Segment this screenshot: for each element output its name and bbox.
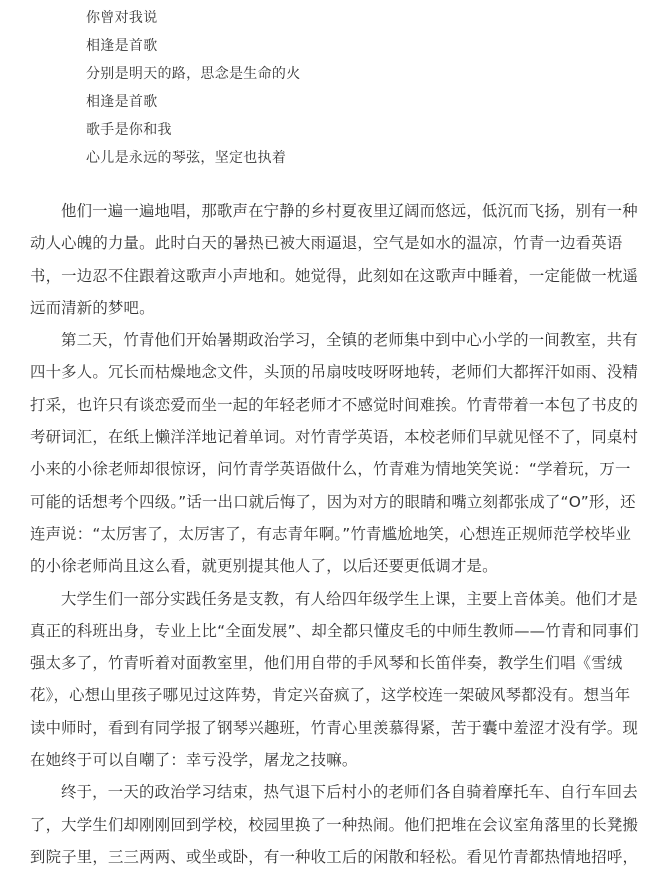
- lyric-line: 相逢是首歌: [86, 94, 158, 110]
- text-line: 读中师时，看到有同学报了钢琴兴趣班，竹青心里羡慕得紧，苦于囊中羞涩才没有学。现: [30, 718, 639, 737]
- text-line: 花》，心想山里孩子哪见过这阵势，肯定兴奋疯了，这学校连一架破风琴都没有。想当年: [30, 686, 631, 705]
- text-line: 大学生们一部分实践任务是支教，有人给四年级学生上课，主要上音体美。他们才是: [61, 589, 638, 608]
- story-text: [30, 195, 640, 873]
- lyric-line: 心儿是永远的琴弦，坚定也执着: [86, 150, 287, 166]
- paragraph-4: [30, 776, 640, 873]
- lyric-line: 相逢是首歌: [86, 38, 158, 54]
- text-line: 在她终于可以自嘲了：幸亏没学，屠龙之技嘛。: [30, 751, 358, 770]
- text-line: 可能的话想考个四级。”话一出口就后悔了，因为对方的眼睛和嘴立刻都张成了“O”形，还: [30, 492, 636, 511]
- text-line: 的小徐老师尚且这么看，就更别提其他人了，以后还要更低调才是。: [30, 557, 498, 576]
- lyric-line: 歌手是你和我: [86, 122, 172, 138]
- text-line: 小来的小徐老师却很惊讶，问竹青学英语做什么，竹青难为情地笑笑说：“学着玩，万一: [30, 460, 631, 479]
- text-line: 第二天，竹青他们开始暑期政治学习，全镇的老师集中到中心小学的一间教室，共有: [61, 331, 638, 350]
- text-line: 远而清新的梦吧。: [30, 298, 155, 317]
- paragraph-2: [30, 324, 640, 582]
- text-line: 强太多了，竹青听着对面教室里，他们用自带的手风琴和长笛伴奏，教学生们唱《雪绒: [30, 654, 623, 673]
- text-line: 到院子里，三三两两、或坐或卧，有一种收工后的闲散和轻松。看见竹青都热情地招呼，: [30, 847, 639, 866]
- text-line: 他们一遍一遍地唱，那歌声在宁静的乡村夏夜里辽阔而悠远，低沉而飞扬，别有一种: [61, 202, 638, 220]
- text-line: 考研词汇，在纸上懒洋洋地记着单词。对竹青学英语，本校老师们早就见怪不了，同桌村: [30, 428, 639, 447]
- text-line: 终于，一天的政治学习结束，热气退下后村小的老师们各自骑着摩托车、自行车回去: [61, 783, 638, 802]
- paragraph-3: [30, 583, 640, 777]
- text-line: 动人心魄的力量。此时白天的暑热已被大雨逼退，空气是如水的温凉，竹青一边看英语: [30, 234, 623, 253]
- paragraph-1: [30, 195, 640, 324]
- text-line: 书，一边忍不住跟着这歌声小声地和。她觉得，此刻如在这歌声中睡着，一定能做一枕遥: [30, 266, 639, 285]
- text-line: 了，大学生们却刚刚回到学校，校园里换了一种热闹。他们把堆在会议室角落里的长凳搬: [30, 815, 639, 834]
- song-lyrics: [86, 4, 301, 172]
- lyric-line: 你曾对我说: [86, 10, 158, 26]
- text-line: 真正的科班出身，专业上比“全面发展”、却全都只懂皮毛的中师生教师——竹青和同事们: [30, 621, 639, 640]
- lyric-line: 分别是明天的路，思念是生命的火: [86, 66, 301, 82]
- text-line: 连声说：“太厉害了，太厉害了，有志青年啊。”竹青尴尬地笑，心想连正规师范学校毕业: [30, 524, 632, 543]
- text-line: 打采，也许只有谈恋爱而坐一起的年轻老师才不感觉时间难挨。竹青带着一本包了书皮的: [30, 395, 639, 414]
- text-line: 四十多人。冗长而枯燥地念文件，头顶的吊扇吱吱呀呀地转，老师们大都挥汗如雨、没精: [30, 363, 639, 382]
